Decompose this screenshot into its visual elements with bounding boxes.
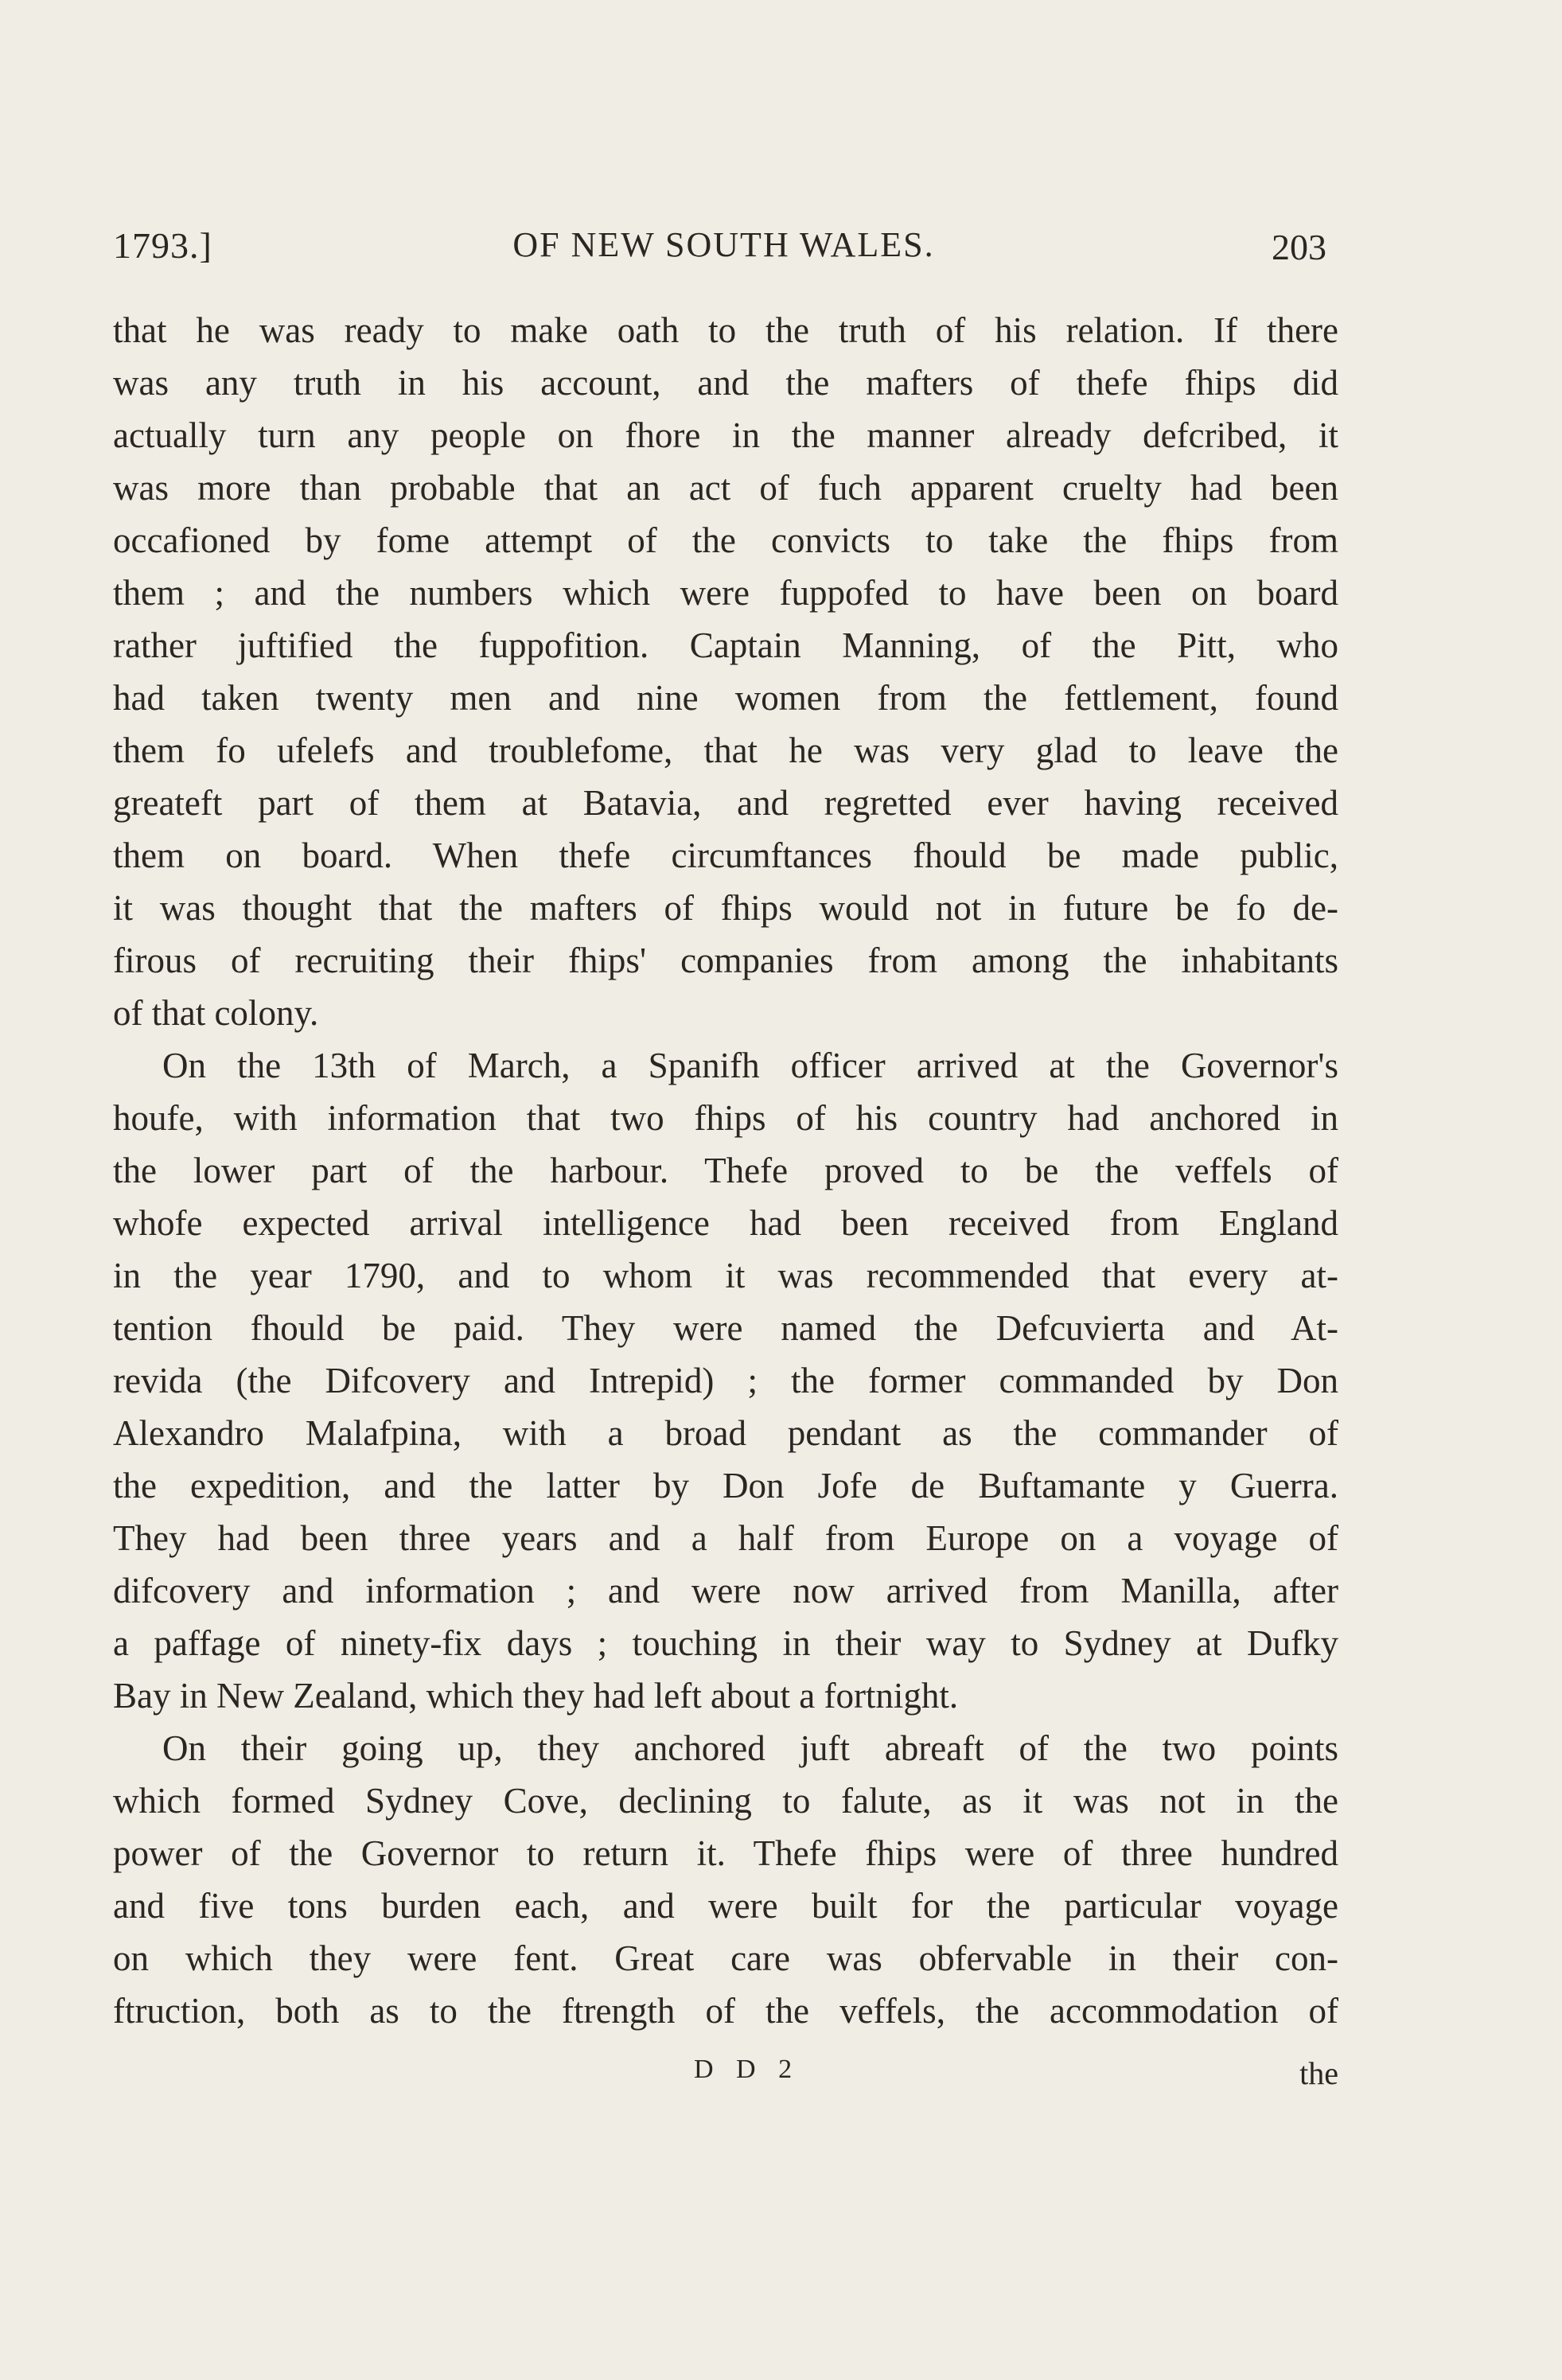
text-line: it was thought that the mafters of fhips would not in future be fo de- <box>113 888 1338 928</box>
text-line: them fo ufelefs and troublefome, that he was very glad to leave the <box>113 730 1338 770</box>
text-line: On their going up, they anchored juft abreaft of the two points <box>162 1728 1338 1768</box>
text-line: was any truth in his account, and the mafters of thefe fhips did <box>113 363 1338 403</box>
text-line: a paffage of ninety-fix days ; touching in their way to Sydney at Dufky <box>113 1623 1338 1663</box>
running-head-year: 1793.] <box>113 225 212 266</box>
page-number: 203 <box>1272 227 1326 267</box>
text-line: the expedition, and the latter by Don Jofe de Buftamante y Guerra. <box>113 1466 1338 1506</box>
text-line: Bay in New Zealand, which they had left about a fortnight. <box>113 1676 959 1716</box>
text-line: rather juftified the fuppofition. Captain Manning, of the Pitt, who <box>113 625 1338 665</box>
text-line: ftruction, both as to the ftrength of the veffels, the accommodation of <box>113 1991 1338 2031</box>
text-line: was more than probable that an act of fuch apparent cruelty had been <box>113 468 1338 508</box>
text-line: They had been three years and a half from Europe on a voyage of <box>113 1518 1338 1558</box>
text-line: the lower part of the harbour. Thefe proved to be the veffels of <box>113 1151 1338 1190</box>
text-line: in the year 1790, and to whom it was recommended that every at- <box>113 1256 1338 1295</box>
page-footer <box>113 2055 1338 2094</box>
text-line: occafioned by fome attempt of the convicts to take the fhips from <box>113 520 1338 560</box>
text-line: difcovery and information ; and were now arrived from Manilla, after <box>113 1571 1338 1611</box>
text-line: on which they were fent. Great care was obfervable in their con- <box>113 1938 1338 1978</box>
signature-mark: D D 2 <box>694 2055 800 2084</box>
running-head-title: OF NEW SOUTH WALES. <box>512 225 935 264</box>
running-head <box>113 224 1334 272</box>
text-line: firous of recruiting their fhips' companies from among the inhabitants <box>113 941 1338 980</box>
text-line: tention fhould be paid. They were named the Defcuvierta and At- <box>113 1308 1338 1348</box>
text-line: houfe, with information that two fhips of his country had anchored in <box>113 1098 1338 1138</box>
text-line: power of the Governor to return it. Thefe fhips were of three hundred <box>113 1833 1338 1873</box>
text-line: that he was ready to make oath to the truth of his relation. If there <box>113 310 1338 350</box>
text-line: had taken twenty men and nine women from the fettlement, found <box>113 678 1338 718</box>
body-text <box>113 304 1338 2037</box>
catchword: the <box>1299 2055 1338 2091</box>
text-line: whofe expected arrival intelligence had been received from England <box>113 1203 1338 1243</box>
text-line: which formed Sydney Cove, declining to falute, as it was not in the <box>113 1781 1338 1821</box>
text-line: actually turn any people on fhore in the manner already defcribed, it <box>113 415 1338 455</box>
text-line: greateft part of them at Batavia, and regretted ever having received <box>113 783 1338 823</box>
text-line: revida (the Difcovery and Intrepid) ; the former commanded by Don <box>113 1361 1338 1400</box>
text-line: them on board. When thefe circumftances fhould be made public, <box>113 836 1338 875</box>
text-line: On the 13th of March, a Spanifh officer arrived at the Governor's <box>162 1046 1338 1085</box>
text-line: and five tons burden each, and were built for the particular voyage <box>113 1886 1338 1926</box>
text-line: them ; and the numbers which were fuppofed to have been on board <box>113 573 1338 613</box>
text-line: Alexandro Malafpina, with a broad pendant as the commander of <box>113 1413 1338 1453</box>
text-line: of that colony. <box>113 993 319 1033</box>
